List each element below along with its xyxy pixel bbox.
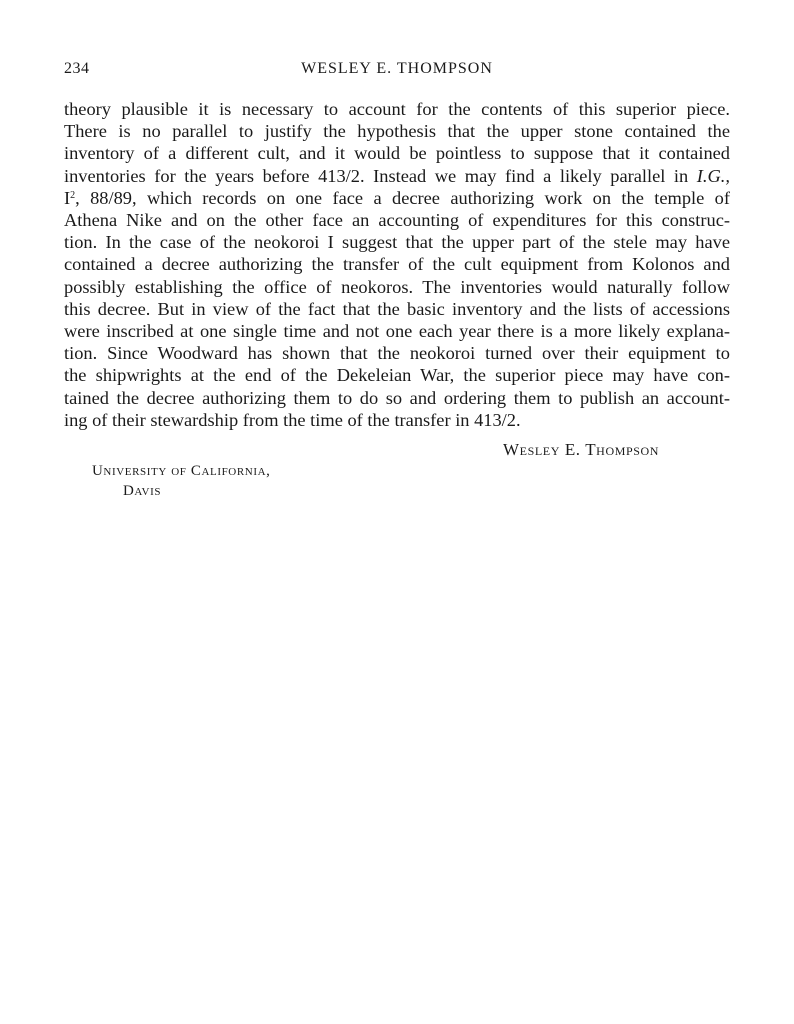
affiliation-institution: University of California, — [92, 463, 271, 479]
text-line: inventory of a different cult, and it would be pointless to suppose that it contained — [64, 143, 730, 164]
text-segment: inventories for the years before 413/2. Instead we may find a likely parallel in — [64, 165, 689, 186]
text-line: tion. In the case of the neokoroi I suggest that the upper part of the stele may have — [64, 232, 730, 253]
text-segment: , 88/89, which records on one face a decree authorizing work on the temple of — [75, 187, 730, 208]
citation-numeral: I — [64, 187, 71, 208]
text-line: this decree. But in view of the fact that the basic inventory and the lists of accessions — [64, 298, 730, 319]
text-line: ing of their stewardship from the time of the transfer in 413/2. — [64, 409, 521, 430]
text-line: were inscribed at one single time and not one each year there is a more likely explana- — [64, 321, 730, 342]
text-line: contained a decree authorizing the transfer of the cult equipment from Kolonos and — [64, 254, 730, 275]
affiliation-campus: Davis — [123, 483, 162, 499]
citation-italic: I.G., — [696, 165, 730, 186]
citation-superscript: 2 — [70, 189, 76, 201]
text-line: possibly establishing the office of neokoros. The inventories would naturally follow — [64, 276, 730, 297]
author-affiliation — [92, 461, 270, 501]
body-paragraph — [64, 98, 730, 431]
page-number: 234 — [64, 60, 90, 77]
author-signature: Wesley E. Thompson — [503, 440, 660, 459]
text-line — [64, 165, 730, 187]
text-line: theory plausible it is necessary to account for the contents of this superior piece. — [64, 99, 730, 119]
text-line: There is no parallel to justify the hypothesis that the upper stone contained the — [64, 121, 730, 142]
text-line: tained the decree authorizing them to do so and ordering them to publish an account- — [64, 387, 730, 408]
text-line: tion. Since Woodward has shown that the neokoroi turned over their equipment to — [64, 343, 730, 364]
running-title: WESLEY E. THOMPSON — [301, 60, 493, 77]
text-line: the shipwrights at the end of the Dekeleian War, the superior piece may have con- — [64, 365, 730, 386]
running-head — [64, 60, 730, 84]
text-line — [64, 187, 730, 209]
text-line: Athena Nike and on the other face an accounting of expenditures for this construc- — [64, 210, 730, 231]
